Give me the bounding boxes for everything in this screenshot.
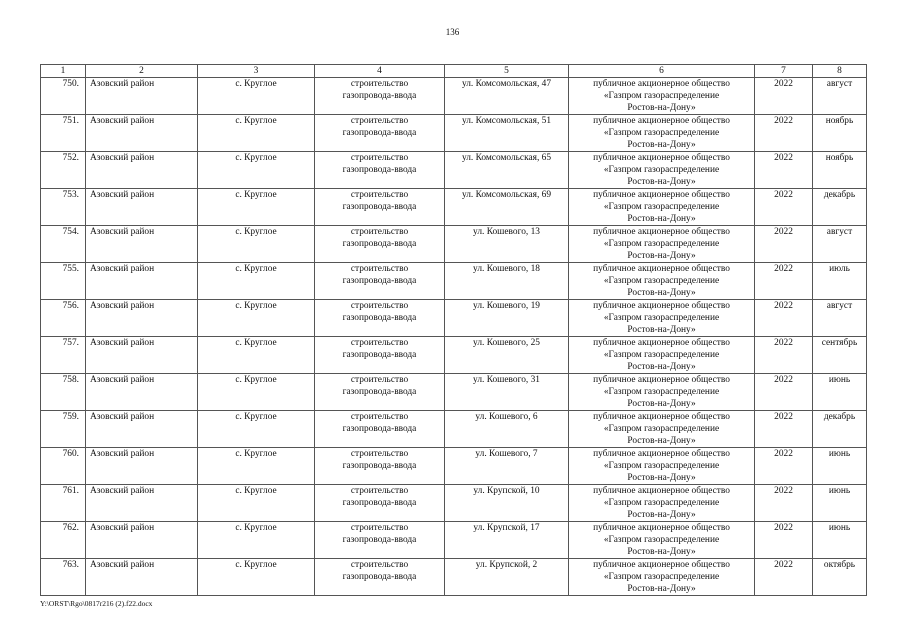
organization-line-3: Ростов-на-Дону» bbox=[627, 584, 696, 594]
district-cell bbox=[86, 263, 198, 300]
work-type-line-1: строительство bbox=[350, 227, 409, 237]
organization-line-2: «Газпром газораспределение bbox=[603, 276, 720, 286]
organization-line-2: «Газпром газораспределение bbox=[603, 535, 720, 545]
row-number-cell bbox=[41, 559, 86, 596]
organization-cell bbox=[569, 374, 755, 411]
row-number-cell bbox=[41, 448, 86, 485]
organization-line-3: Ростов-на-Дону» bbox=[627, 288, 696, 298]
district-name: Азовский район bbox=[90, 301, 155, 311]
work-type-line-2: газопровода-ввода bbox=[342, 165, 417, 175]
address-cell bbox=[445, 226, 569, 263]
organization-line-2: «Газпром газораспределение bbox=[603, 498, 720, 508]
month-cell bbox=[813, 374, 867, 411]
row-number: 754. bbox=[62, 227, 79, 237]
district-name: Азовский район bbox=[90, 486, 155, 496]
year-cell bbox=[755, 226, 813, 263]
year-value: 2022 bbox=[774, 449, 793, 459]
street-address: ул. Комсомольская, 69 bbox=[461, 190, 552, 200]
table-row bbox=[41, 374, 867, 411]
month-cell bbox=[813, 485, 867, 522]
organization-line-3: Ростов-на-Дону» bbox=[627, 399, 696, 409]
work-type-cell bbox=[315, 559, 445, 596]
column-header-7: 7 bbox=[755, 65, 813, 78]
month-cell bbox=[813, 226, 867, 263]
month-cell bbox=[813, 448, 867, 485]
district-name: Азовский район bbox=[90, 116, 155, 126]
work-type-line-1: строительство bbox=[350, 338, 409, 348]
district-cell bbox=[86, 152, 198, 189]
address-cell bbox=[445, 374, 569, 411]
organization-line-3: Ростов-на-Дону» bbox=[627, 325, 696, 335]
organization-cell bbox=[569, 263, 755, 300]
work-type-line-1: строительство bbox=[350, 412, 409, 422]
organization-line-1: публичное акционерное общество bbox=[593, 153, 730, 163]
table-row bbox=[41, 78, 867, 115]
table-row bbox=[41, 559, 867, 596]
settlement-name: с. Круглое bbox=[235, 486, 277, 496]
settlement-cell bbox=[198, 263, 315, 300]
year-cell bbox=[755, 263, 813, 300]
month-cell bbox=[813, 115, 867, 152]
row-number: 752. bbox=[62, 153, 79, 163]
organization-line-3: Ростов-на-Дону» bbox=[627, 214, 696, 224]
row-number: 751. bbox=[62, 116, 79, 126]
organization-line-1: публичное акционерное общество bbox=[593, 449, 730, 459]
year-cell bbox=[755, 559, 813, 596]
address-cell bbox=[445, 485, 569, 522]
work-type-line-2: газопровода-ввода bbox=[342, 535, 417, 545]
year-cell bbox=[755, 411, 813, 448]
row-number-cell bbox=[41, 337, 86, 374]
district-name: Азовский район bbox=[90, 412, 155, 422]
organization-line-3: Ростов-на-Дону» bbox=[627, 103, 696, 113]
organization-cell bbox=[569, 559, 755, 596]
row-number: 753. bbox=[62, 190, 79, 200]
month-value: август bbox=[826, 301, 853, 311]
street-address: ул. Комсомольская, 65 bbox=[461, 153, 552, 163]
address-cell bbox=[445, 189, 569, 226]
organization-line-1: публичное акционерное общество bbox=[593, 190, 730, 200]
year-cell bbox=[755, 374, 813, 411]
column-header-2: 2 bbox=[86, 65, 198, 78]
row-number-cell bbox=[41, 115, 86, 152]
work-type-line-2: газопровода-ввода bbox=[342, 572, 417, 582]
district-name: Азовский район bbox=[90, 264, 155, 274]
organization-line-1: публичное акционерное общество bbox=[593, 486, 730, 496]
work-type-cell bbox=[315, 374, 445, 411]
work-type-cell bbox=[315, 226, 445, 263]
work-type-line-2: газопровода-ввода bbox=[342, 461, 417, 471]
month-cell bbox=[813, 411, 867, 448]
column-header-6: 6 bbox=[569, 65, 755, 78]
organization-line-1: публичное акционерное общество bbox=[593, 301, 730, 311]
organization-line-3: Ростов-на-Дону» bbox=[627, 547, 696, 557]
work-type-line-2: газопровода-ввода bbox=[342, 276, 417, 286]
organization-cell bbox=[569, 522, 755, 559]
organization-line-1: публичное акционерное общество bbox=[593, 523, 730, 533]
settlement-name: с. Круглое bbox=[235, 412, 277, 422]
work-type-line-2: газопровода-ввода bbox=[342, 387, 417, 397]
street-address: ул. Крупской, 2 bbox=[475, 560, 538, 570]
settlement-cell bbox=[198, 411, 315, 448]
work-type-line-1: строительство bbox=[350, 301, 409, 311]
work-type-line-1: строительство bbox=[350, 264, 409, 274]
organization-line-2: «Газпром газораспределение bbox=[603, 128, 720, 138]
year-value: 2022 bbox=[774, 486, 793, 496]
settlement-cell bbox=[198, 559, 315, 596]
organization-cell bbox=[569, 226, 755, 263]
settlement-name: с. Круглое bbox=[235, 338, 277, 348]
year-value: 2022 bbox=[774, 79, 793, 89]
street-address: ул. Кошевого, 6 bbox=[475, 412, 538, 422]
work-type-cell bbox=[315, 337, 445, 374]
month-cell bbox=[813, 522, 867, 559]
month-cell bbox=[813, 78, 867, 115]
table-row bbox=[41, 411, 867, 448]
month-cell bbox=[813, 300, 867, 337]
settlement-name: с. Круглое bbox=[235, 375, 277, 385]
year-value: 2022 bbox=[774, 523, 793, 533]
settlement-name: с. Круглое bbox=[235, 301, 277, 311]
document-table bbox=[40, 64, 867, 596]
address-cell bbox=[445, 522, 569, 559]
row-number-cell bbox=[41, 263, 86, 300]
settlement-name: с. Круглое bbox=[235, 523, 277, 533]
row-number-cell bbox=[41, 522, 86, 559]
organization-line-3: Ростов-на-Дону» bbox=[627, 177, 696, 187]
year-value: 2022 bbox=[774, 375, 793, 385]
organization-line-2: «Газпром газораспределение bbox=[603, 461, 720, 471]
year-cell bbox=[755, 522, 813, 559]
settlement-cell bbox=[198, 78, 315, 115]
year-cell bbox=[755, 448, 813, 485]
year-value: 2022 bbox=[774, 116, 793, 126]
settlement-cell bbox=[198, 337, 315, 374]
settlement-name: с. Круглое bbox=[235, 153, 277, 163]
work-type-line-2: газопровода-ввода bbox=[342, 313, 417, 323]
year-value: 2022 bbox=[774, 560, 793, 570]
settlement-cell bbox=[198, 189, 315, 226]
work-type-line-1: строительство bbox=[350, 486, 409, 496]
district-name: Азовский район bbox=[90, 79, 155, 89]
year-value: 2022 bbox=[774, 190, 793, 200]
table-body bbox=[41, 78, 867, 596]
address-cell bbox=[445, 115, 569, 152]
year-cell bbox=[755, 78, 813, 115]
organization-line-3: Ростов-на-Дону» bbox=[627, 140, 696, 150]
street-address: ул. Кошевого, 13 bbox=[473, 227, 540, 237]
work-type-line-2: газопровода-ввода bbox=[342, 91, 417, 101]
district-name: Азовский район bbox=[90, 227, 155, 237]
work-type-line-1: строительство bbox=[350, 79, 409, 89]
district-cell bbox=[86, 374, 198, 411]
page-number: 136 bbox=[445, 27, 460, 37]
month-cell bbox=[813, 189, 867, 226]
header-row bbox=[41, 65, 867, 78]
street-address: ул. Крупской, 17 bbox=[473, 523, 540, 533]
work-type-cell bbox=[315, 115, 445, 152]
district-cell bbox=[86, 448, 198, 485]
settlement-name: с. Круглое bbox=[235, 79, 277, 89]
row-number-cell bbox=[41, 300, 86, 337]
column-header-5: 5 bbox=[445, 65, 569, 78]
address-cell bbox=[445, 411, 569, 448]
work-type-line-2: газопровода-ввода bbox=[342, 202, 417, 212]
footer-file-path: Y:\ORST\Rgo\0817r216 (2).f22.docx bbox=[40, 599, 153, 608]
district-cell bbox=[86, 115, 198, 152]
column-header-1: 1 bbox=[41, 65, 86, 78]
work-type-cell bbox=[315, 189, 445, 226]
work-type-line-1: строительство bbox=[350, 523, 409, 533]
district-cell bbox=[86, 300, 198, 337]
organization-line-2: «Газпром газораспределение bbox=[603, 165, 720, 175]
row-number: 759. bbox=[62, 412, 79, 422]
year-value: 2022 bbox=[774, 412, 793, 422]
row-number: 756. bbox=[62, 301, 79, 311]
organization-line-2: «Газпром газораспределение bbox=[603, 350, 720, 360]
row-number-cell bbox=[41, 152, 86, 189]
district-name: Азовский район bbox=[90, 375, 155, 385]
table-row bbox=[41, 152, 867, 189]
organization-cell bbox=[569, 337, 755, 374]
organization-cell bbox=[569, 189, 755, 226]
organization-line-1: публичное акционерное общество bbox=[593, 116, 730, 126]
street-address: ул. Кошевого, 19 bbox=[473, 301, 540, 311]
address-cell bbox=[445, 78, 569, 115]
table-row bbox=[41, 337, 867, 374]
row-number: 763. bbox=[62, 560, 79, 570]
work-type-line-1: строительство bbox=[350, 116, 409, 126]
district-name: Азовский район bbox=[90, 338, 155, 348]
settlement-cell bbox=[198, 522, 315, 559]
organization-line-2: «Газпром газораспределение bbox=[603, 91, 720, 101]
row-number-cell bbox=[41, 374, 86, 411]
row-number: 760. bbox=[62, 449, 79, 459]
work-type-line-1: строительство bbox=[350, 190, 409, 200]
table-row bbox=[41, 115, 867, 152]
settlement-cell bbox=[198, 448, 315, 485]
organization-cell bbox=[569, 78, 755, 115]
organization-line-1: публичное акционерное общество bbox=[593, 412, 730, 422]
organization-line-2: «Газпром газораспределение bbox=[603, 239, 720, 249]
table-row bbox=[41, 300, 867, 337]
settlement-cell bbox=[198, 374, 315, 411]
organization-line-2: «Газпром газораспределение bbox=[603, 313, 720, 323]
work-type-line-2: газопровода-ввода bbox=[342, 424, 417, 434]
organization-line-2: «Газпром газораспределение bbox=[603, 424, 720, 434]
organization-cell bbox=[569, 152, 755, 189]
district-name: Азовский район bbox=[90, 153, 155, 163]
organization-line-1: публичное акционерное общество bbox=[593, 264, 730, 274]
table-row bbox=[41, 448, 867, 485]
organization-line-3: Ростов-на-Дону» bbox=[627, 251, 696, 261]
organization-line-1: публичное акционерное общество bbox=[593, 338, 730, 348]
month-cell bbox=[813, 152, 867, 189]
address-cell bbox=[445, 448, 569, 485]
district-name: Азовский район bbox=[90, 523, 155, 533]
row-number-cell bbox=[41, 78, 86, 115]
month-value: июнь bbox=[828, 375, 851, 385]
organization-cell bbox=[569, 411, 755, 448]
street-address: ул. Комсомольская, 51 bbox=[461, 116, 552, 126]
month-value: июль bbox=[829, 264, 850, 274]
month-value: декабрь bbox=[823, 412, 856, 422]
table-row bbox=[41, 522, 867, 559]
organization-line-1: публичное акционерное общество bbox=[593, 227, 730, 237]
month-cell bbox=[813, 263, 867, 300]
month-value: сентябрь bbox=[821, 338, 858, 348]
month-value: июнь bbox=[828, 523, 851, 533]
table-header bbox=[41, 65, 867, 78]
district-cell bbox=[86, 559, 198, 596]
settlement-cell bbox=[198, 485, 315, 522]
settlement-cell bbox=[198, 152, 315, 189]
organization-cell bbox=[569, 448, 755, 485]
organization-line-3: Ростов-на-Дону» bbox=[627, 510, 696, 520]
table-row bbox=[41, 226, 867, 263]
organization-cell bbox=[569, 115, 755, 152]
month-value: ноябрь bbox=[825, 116, 854, 126]
work-type-line-2: газопровода-ввода bbox=[342, 350, 417, 360]
work-type-cell bbox=[315, 485, 445, 522]
organization-line-1: публичное акционерное общество bbox=[593, 375, 730, 385]
month-value: октябрь bbox=[823, 560, 856, 570]
settlement-name: с. Круглое bbox=[235, 190, 277, 200]
row-number: 761. bbox=[62, 486, 79, 496]
address-cell bbox=[445, 337, 569, 374]
work-type-line-2: газопровода-ввода bbox=[342, 239, 417, 249]
year-cell bbox=[755, 115, 813, 152]
year-value: 2022 bbox=[774, 301, 793, 311]
settlement-name: с. Круглое bbox=[235, 227, 277, 237]
year-cell bbox=[755, 152, 813, 189]
work-type-cell bbox=[315, 152, 445, 189]
year-value: 2022 bbox=[774, 338, 793, 348]
month-cell bbox=[813, 559, 867, 596]
row-number: 762. bbox=[62, 523, 79, 533]
settlement-name: с. Круглое bbox=[235, 116, 277, 126]
street-address: ул. Комсомольская, 47 bbox=[461, 79, 552, 89]
row-number-cell bbox=[41, 189, 86, 226]
organization-cell bbox=[569, 300, 755, 337]
work-type-line-2: газопровода-ввода bbox=[342, 498, 417, 508]
row-number-cell bbox=[41, 485, 86, 522]
table-row bbox=[41, 263, 867, 300]
work-type-cell bbox=[315, 522, 445, 559]
district-cell bbox=[86, 522, 198, 559]
street-address: ул. Крупской, 10 bbox=[473, 486, 540, 496]
district-cell bbox=[86, 78, 198, 115]
year-value: 2022 bbox=[774, 227, 793, 237]
settlement-name: с. Круглое bbox=[235, 560, 277, 570]
street-address: ул. Кошевого, 18 bbox=[473, 264, 540, 274]
month-value: декабрь bbox=[823, 190, 856, 200]
year-cell bbox=[755, 300, 813, 337]
settlement-name: с. Круглое bbox=[235, 264, 277, 274]
row-number: 757. bbox=[62, 338, 79, 348]
work-type-cell bbox=[315, 411, 445, 448]
column-header-4: 4 bbox=[315, 65, 445, 78]
month-value: июнь bbox=[828, 486, 851, 496]
work-type-line-2: газопровода-ввода bbox=[342, 128, 417, 138]
district-name: Азовский район bbox=[90, 449, 155, 459]
work-type-cell bbox=[315, 448, 445, 485]
settlement-cell bbox=[198, 115, 315, 152]
work-type-line-1: строительство bbox=[350, 560, 409, 570]
district-cell bbox=[86, 411, 198, 448]
district-cell bbox=[86, 226, 198, 263]
work-type-cell bbox=[315, 300, 445, 337]
row-number: 750. bbox=[62, 79, 79, 89]
organization-cell bbox=[569, 485, 755, 522]
organization-line-3: Ростов-на-Дону» bbox=[627, 473, 696, 483]
year-cell bbox=[755, 337, 813, 374]
month-cell bbox=[813, 337, 867, 374]
month-value: ноябрь bbox=[825, 153, 854, 163]
year-value: 2022 bbox=[774, 264, 793, 274]
organization-line-2: «Газпром газораспределение bbox=[603, 387, 720, 397]
month-value: июнь bbox=[828, 449, 851, 459]
district-cell bbox=[86, 485, 198, 522]
column-header-3: 3 bbox=[198, 65, 315, 78]
organization-line-3: Ростов-на-Дону» bbox=[627, 362, 696, 372]
year-cell bbox=[755, 485, 813, 522]
organization-line-2: «Газпром газораспределение bbox=[603, 202, 720, 212]
settlement-name: с. Круглое bbox=[235, 449, 277, 459]
table-row bbox=[41, 485, 867, 522]
organization-line-3: Ростов-на-Дону» bbox=[627, 436, 696, 446]
organization-line-2: «Газпром газораспределение bbox=[603, 572, 720, 582]
work-type-cell bbox=[315, 78, 445, 115]
district-name: Азовский район bbox=[90, 560, 155, 570]
work-type-cell bbox=[315, 263, 445, 300]
address-cell bbox=[445, 300, 569, 337]
work-type-line-1: строительство bbox=[350, 449, 409, 459]
year-value: 2022 bbox=[774, 153, 793, 163]
year-cell bbox=[755, 189, 813, 226]
table-row bbox=[41, 189, 867, 226]
month-value: август bbox=[826, 79, 853, 89]
district-cell bbox=[86, 337, 198, 374]
address-cell bbox=[445, 152, 569, 189]
month-value: август bbox=[826, 227, 853, 237]
organization-line-1: публичное акционерное общество bbox=[593, 560, 730, 570]
street-address: ул. Кошевого, 7 bbox=[475, 449, 538, 459]
work-type-line-1: строительство bbox=[350, 375, 409, 385]
organization-line-1: публичное акционерное общество bbox=[593, 79, 730, 89]
district-name: Азовский район bbox=[90, 190, 155, 200]
street-address: ул. Кошевого, 25 bbox=[473, 338, 540, 348]
district-cell bbox=[86, 189, 198, 226]
row-number: 755. bbox=[62, 264, 79, 274]
settlement-cell bbox=[198, 226, 315, 263]
settlement-cell bbox=[198, 300, 315, 337]
street-address: ул. Кошевого, 31 bbox=[473, 375, 540, 385]
work-type-line-1: строительство bbox=[350, 153, 409, 163]
column-header-8: 8 bbox=[813, 65, 867, 78]
address-cell bbox=[445, 263, 569, 300]
row-number-cell bbox=[41, 411, 86, 448]
address-cell bbox=[445, 559, 569, 596]
row-number: 758. bbox=[62, 375, 79, 385]
row-number-cell bbox=[41, 226, 86, 263]
